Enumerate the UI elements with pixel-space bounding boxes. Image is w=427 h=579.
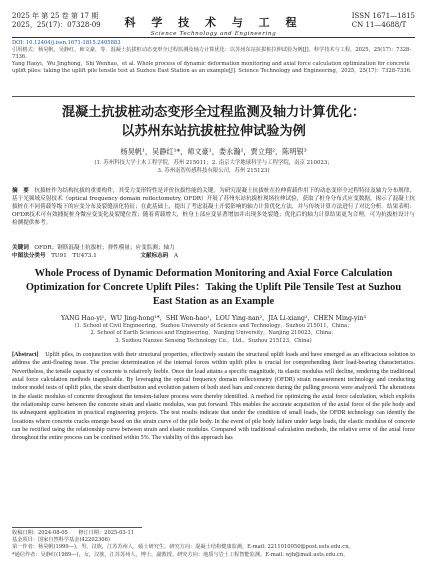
doi[interactable]: DOI: 10.12404/j.issn.1671-1815.2405883	[12, 40, 121, 46]
footnote-funding: 基金项目：国家自然科学基金(42202306)	[12, 537, 110, 544]
citation-cn: 引用格式：杨昊帆，吴静红，师文豪，等．混凝土抗拔桩动态变形全过程监测及轴力计算优化：以苏州东站抗拔桩拉伸试验为例[J]．科学技术与工程，2025，25(17)：7328-7336.	[12, 47, 412, 60]
affiliation-en-2: 2. School of Earth Sciences and Engineering，Nanjing University，Nanjing 210023，China；	[90, 330, 337, 337]
footnotes	[12, 530, 415, 559]
footnote-corresponding-author: *通信作者：吴静红(1989—)，女，汉族，江苏苏州人，博士，副教授。研究方向：地质与岩土工程智能监测。E-mail: wjh@mail.usts.edu.cn。	[12, 551, 349, 558]
keywords-cn-text: OFDR；钢筋混凝土抗拔桩；弹性模量；应变监测；轴力	[34, 245, 175, 251]
abstract-cn-text: 抗拔桩作为结构抗拔的重要构件，其受力变形特性是评价抗拔性能的关键。为研究混凝土抗拔桩在拉伸荷载作用下的动态变形全过程特征及轴力分布规律，基于光频域反射技术（optical frequency domain reflectometry, OFDR）开展了苏州东站抗拔桩现场拉伸试验，获取了桩身分布式应变数据，揭示了混凝土抗拔桩在不同荷载等级下的应变分布及裂缝演化特征；在此基础上，提出了考虑混凝土开裂影响的轴力计算优化方法，并与传统计算方法进行了对比分析。结果表明：OFDR技术可有效捕捉桩身微应变变化及裂缝位置；随着荷载增大，桩身上部应变显著增加并出现多处裂缝；优化后的轴力计算结果更为合理，可为抗拔桩设计与检测提供参考。	[12, 188, 415, 227]
doc-code-value: A	[173, 253, 179, 259]
issn-info	[352, 12, 415, 30]
classification	[12, 252, 415, 260]
clc-value: TU91 TU473.1	[51, 253, 97, 259]
abstract-en	[12, 351, 415, 443]
keywords-cn	[12, 244, 415, 252]
journal-name-en: Science Technology and Engineering	[150, 31, 277, 37]
abstract-cn	[12, 187, 415, 227]
affiliations-cn	[12, 160, 415, 175]
citation-rule	[12, 96, 415, 97]
issn: ISSN 1671—1815	[351, 12, 415, 20]
footnote-first-author: 第一作者：杨昊帆(1999—)，男，汉族，江苏苏州人，硕士研究生。研究方向：混凝土结构健康监测。E-mail: 2211010050@post.usts.edu.cn。	[12, 544, 354, 551]
footnote-rule	[12, 527, 142, 528]
issue-line-2: 2025，25(17)：07328-09	[12, 21, 101, 29]
citation-block	[12, 40, 415, 75]
affiliation-cn-2: 3. 苏州南智传感科技有限公司，苏州 215123)	[157, 167, 270, 174]
abstract-en-text: Uplift piles, in conjunction with their structural properties, effectively sustain the structural uplift loads and have emerged as an efficacious solution to address the anti-floating issue. The precise determination of the internal forces within uplift piles is crucial for comprehending their load-bearing characteristics. Nevertheless, the tensile capacity of concrete is relatively feeble. Once the load attains a specific magnitude, its elastic modulus will decline, rendering the traditional axial force calculation methods inapplicable. By leveraging the optical frequency domain reflectometry (OFDR) strain measurement technology and conducting indoor model tests of uplift piles, the strain distribution and evolution pattern of both steel bars and concrete during the pulling process were analyzed. The alterations in the elastic modulus of concrete throughout the tension-failure process were thereby identified. A method for optimizing the axial force calculation, which exploits the relationship curve between the concrete strain and elastic modulus, was put forward. This enables the accurate acquisition of the axial force of the pile body and its subsequent application in practical engineering projects. The test results indicate that under the condition of small loads, the OFDR technology can identify the locations where concrete cracks emerge based on the strain curve of the pile body. In the event of pile body failure under large loads, the elastic modulus of concrete can be rectified using the relationship curve between strain and elastic modulus. Compared with traditional calculation methods, the relative error of the axial force throughout the entire process can be confined within 5%. The viability of this approach has	[12, 352, 416, 442]
cn-number: CN 11—4688/T	[351, 21, 407, 29]
title-cn-line-2: 以苏州东站抗拔桩拉伸试验为例	[121, 124, 306, 139]
footnote-dates: 收稿日期：2024-08-05 修订日期：2025-03-11	[12, 530, 135, 536]
affiliations-en	[12, 323, 415, 345]
doc-code-label: 文献标志码	[140, 253, 169, 259]
citation-en: Yang Haoyi，Wu Jinghong，Shi Wenhao，et al. Whole process of dynamic deformation monitoring and axial force calculation optimization for concrete uplift piles: taking the uplift pile tensile test at Suzhou East Station as an example[J]. Science Technology and Engineering，2025，25(17)：7328-7336.	[12, 61, 412, 74]
affiliation-en-1: (1. School of Civil Engineering，Suzhou University of Science and Technology，Suzhou 215011，China；	[74, 323, 353, 329]
journal-header	[12, 8, 415, 38]
abstract-en-label: [Abstract]	[12, 352, 39, 358]
affiliation-cn-1: (1. 苏州科技大学土木工程学院，苏州 215011；2. 南京大学地球科学与工程学院，南京 210023；	[94, 160, 333, 166]
authors-cn: 杨昊帆¹，吴静红¹*，师文豪¹，娄永瀚²，贾立翔²，陈明银³	[120, 147, 307, 156]
authors-en: YANG Hao-yi¹，WU Jing-hong¹*，SHI Wen-hao¹，LOU Ying-nan²，JIA Li-xiang²，CHEN Ming-yin³	[61, 315, 366, 322]
clc-label: 中图法分类号	[12, 253, 46, 259]
abstract-cn-label: 摘 要	[12, 188, 29, 194]
title-cn	[12, 103, 415, 141]
affiliation-en-3: 3. Suzhou Nanzee Sensing Technology Co.，Ltd.，Suzhou 215123，China)	[115, 337, 312, 344]
issue-line-1: 2025 年 第 25 卷 第 17 期	[12, 12, 99, 20]
title-en: Whole Process of Dynamic Deformation Monitoring and Axial Force Calculation Optimization for Concrete Uplift Piles：Taking the Uplift Pile Tensile Test at Suzhou East Station as an Example	[25, 268, 402, 307]
journal-name-cn: 科 学 技 术 与 工 程	[124, 16, 303, 29]
title-cn-line-1: 混凝土抗拔桩动态变形全过程监测及轴力计算优化：	[61, 105, 366, 120]
keywords-cn-label: 关键词	[12, 245, 29, 251]
header-rule	[12, 37, 415, 38]
